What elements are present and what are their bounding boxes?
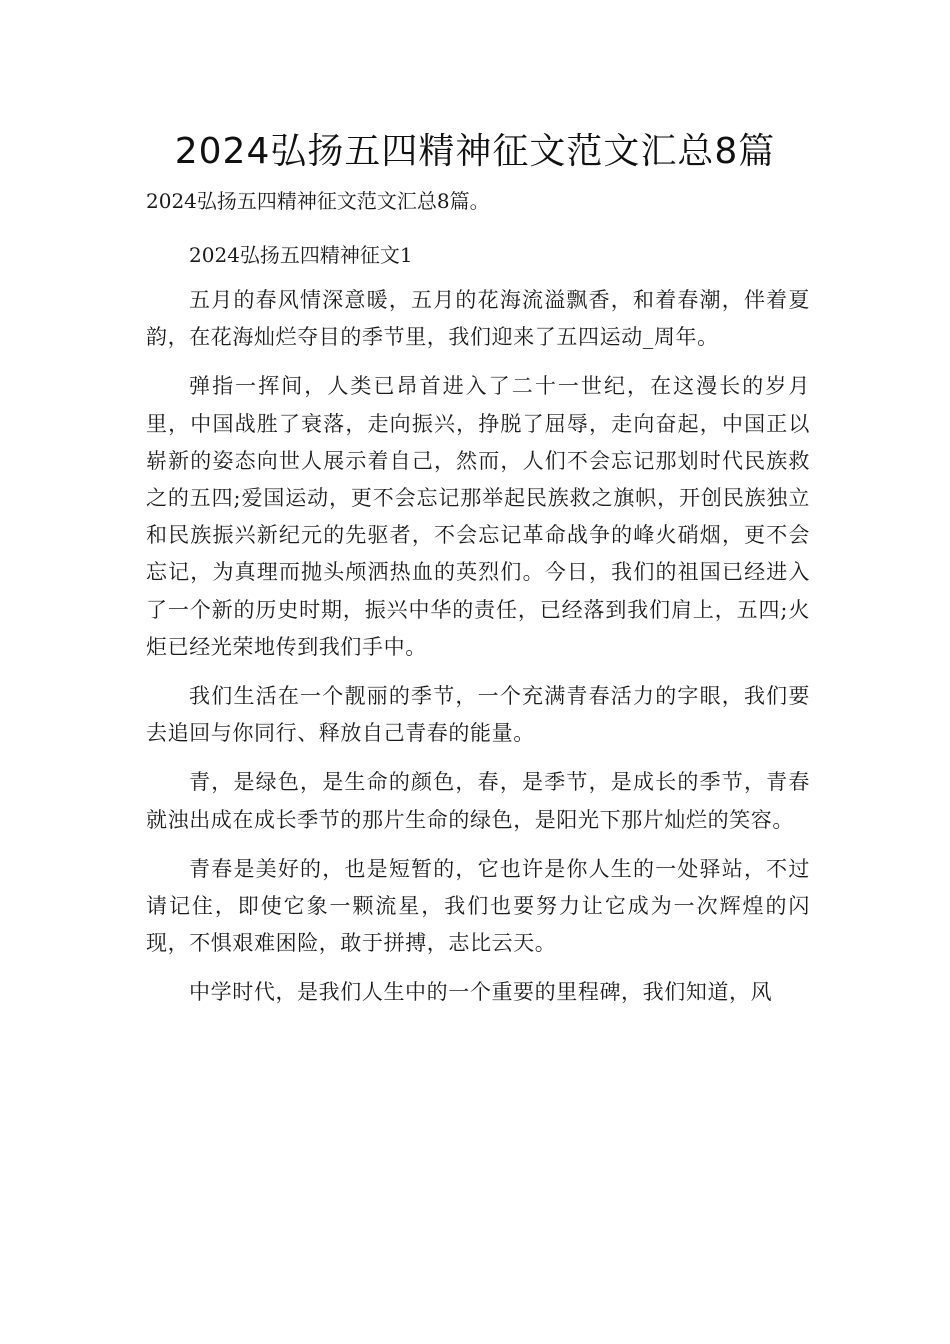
section-heading: 2024弘扬五四精神征文1 bbox=[189, 243, 413, 267]
paragraph: 弹指一挥间，人类已昂首进入了二十一世纪，在这漫长的岁月里，中国战胜了衰落，走向振兴，挣脱了屈辱，走向奋起，中国正以崭新的姿态向世人展示着自己，然而，人们不会忘记那划时代民族救之的五四;爱国运动，更不会忘记那举起民族救之旗帜，开创民族独立和民族振兴新纪元的先驱者，不会忘记革命战争的峰火硝烟，更不会忘记，为真理而抛头颅洒热血的英烈们。今日，我们的祖国已经进入了一个新的历史时期，振兴中华的责任，已经落到我们肩上，五四;火炬已经光荣地传到我们手中。 bbox=[146, 374, 810, 659]
body-text bbox=[146, 282, 810, 1024]
document-title: 2024弘扬五四精神征文范文汇总8篇 bbox=[174, 131, 776, 172]
paragraph: 中学时代，是我们人生中的一个重要的里程碑，我们知道，风 bbox=[189, 980, 773, 1005]
paragraph: 青，是绿色，是生命的颜色，春，是季节，是成长的季节，青春就浊出成在成长季节的那片生命的绿色，是阳光下那片灿烂的笑容。 bbox=[146, 770, 810, 832]
paragraph: 我们生活在一个靓丽的季节，一个充满青春活力的字眼，我们要去追回与你同行、释放自己青春的能量。 bbox=[146, 684, 810, 746]
paragraph: 五月的春风情深意暖，五月的花海流溢飘香，和着春潮，伴着夏韵，在花海灿烂夺目的季节里，我们迎来了五四运动_周年。 bbox=[146, 288, 810, 350]
paragraph: 青春是美好的，也是短暂的，它也许是你人生的一处驿站，不过请记住，即使它象一颗流星，我们也要努力让它成为一次辉煌的闪现，不惧艰难困险，敢于拼搏，志比云天。 bbox=[146, 856, 810, 956]
document-subtitle: 2024弘扬五四精神征文范文汇总8篇。 bbox=[146, 189, 490, 213]
